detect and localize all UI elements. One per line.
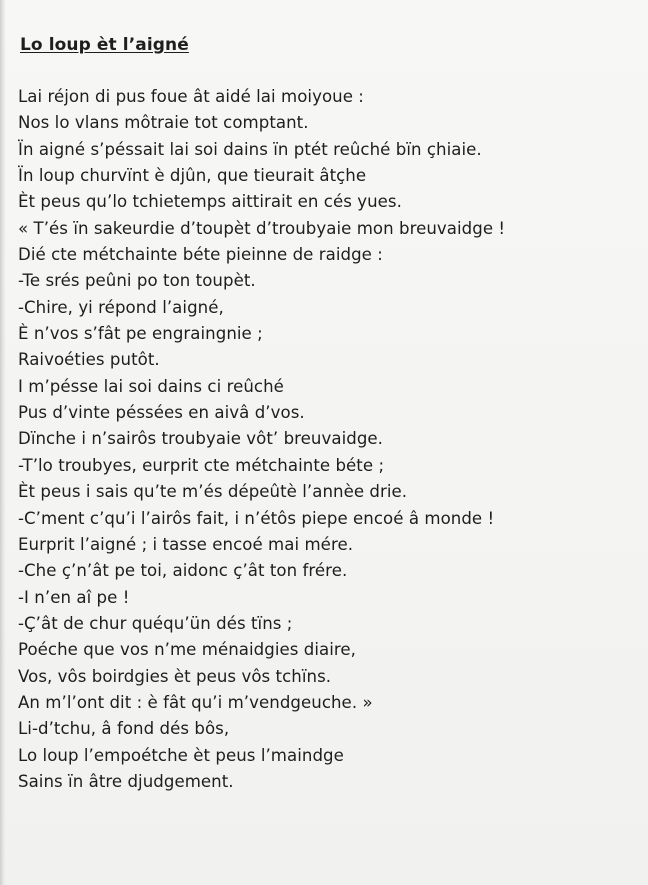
poem-line: -T’lo troubyes, eurprit cte métchainte béte ;: [18, 455, 385, 475]
poem-line: Eurprit l’aigné ; i tasse encoé mai mére.: [18, 534, 354, 554]
poem-line: Dïnche i n’sairôs troubyaie vôt’ breuvaidge.: [18, 429, 384, 449]
poem-line: An m’l’ont dit : è fât qu’i m’vendgeuche. »: [18, 692, 373, 712]
poem-line: I m’pésse lai soi dains ci reûché: [18, 376, 284, 396]
poem-line: -I n’en aî pe !: [18, 587, 130, 607]
poem-line: Pus d’vinte péssées en aivâ d’vos.: [18, 403, 305, 423]
poem-line: Lai réjon di pus foue ât aidé lai moiyoue :: [18, 87, 364, 106]
poem-line: -Ç’ât de chur quéqu’ün dés tïns ;: [18, 613, 293, 633]
poem-line: -Che ç’n’ât pe toi, aidonc ç’ât ton frére.: [18, 561, 348, 581]
poem-line: Èt peus i sais qu’te m’és dépeûtè l’annèe drie.: [18, 482, 408, 502]
poem-line: Li-d’tchu, â fond dés bôs,: [18, 719, 230, 739]
poem-line: Nos lo vlans môtraie tot comptant.: [18, 113, 309, 133]
poem-line: Sains ïn âtre djudgement.: [18, 771, 234, 791]
poem-line: « T’és ïn sakeurdie d’toupèt d’troubyaie mon breuvaidge !: [18, 218, 506, 238]
poem-line: Èt peus qu’lo tchietemps aittirait en cés yues.: [18, 192, 402, 212]
poem-line: -C’ment c’qu’i l’airôs fait, i n’étôs piepe encoé â monde !: [18, 508, 495, 528]
poem-line: Ïn aigné s’péssait lai soi dains ïn ptét reûché bïn çhiaie.: [18, 139, 482, 159]
poem-line: Ïn loup churvïnt è djûn, que tieurait âtçhe: [18, 166, 367, 186]
poem-body: [18, 84, 505, 795]
poem-line: -Te srés peûni po ton toupèt.: [18, 271, 256, 291]
poem-title: Lo loup èt l’aigné: [20, 35, 189, 55]
poem-line: È n’vos s’fât pe engraingnie ;: [18, 324, 263, 344]
poem-line: Poéche que vos n’me ménaidgies diaire,: [18, 640, 357, 660]
poem-line: Vos, vôs boirdgies èt peus vôs tchïns.: [18, 666, 332, 686]
poem-line: Lo loup l’empoétche èt peus l’maindge: [18, 745, 344, 765]
poem-line: -Chire, yi répond l’aigné,: [18, 297, 224, 317]
poem-line: Raivoéties putôt.: [18, 350, 160, 370]
poem-line: Dié cte métchainte béte pieinne de raidge :: [18, 245, 383, 265]
